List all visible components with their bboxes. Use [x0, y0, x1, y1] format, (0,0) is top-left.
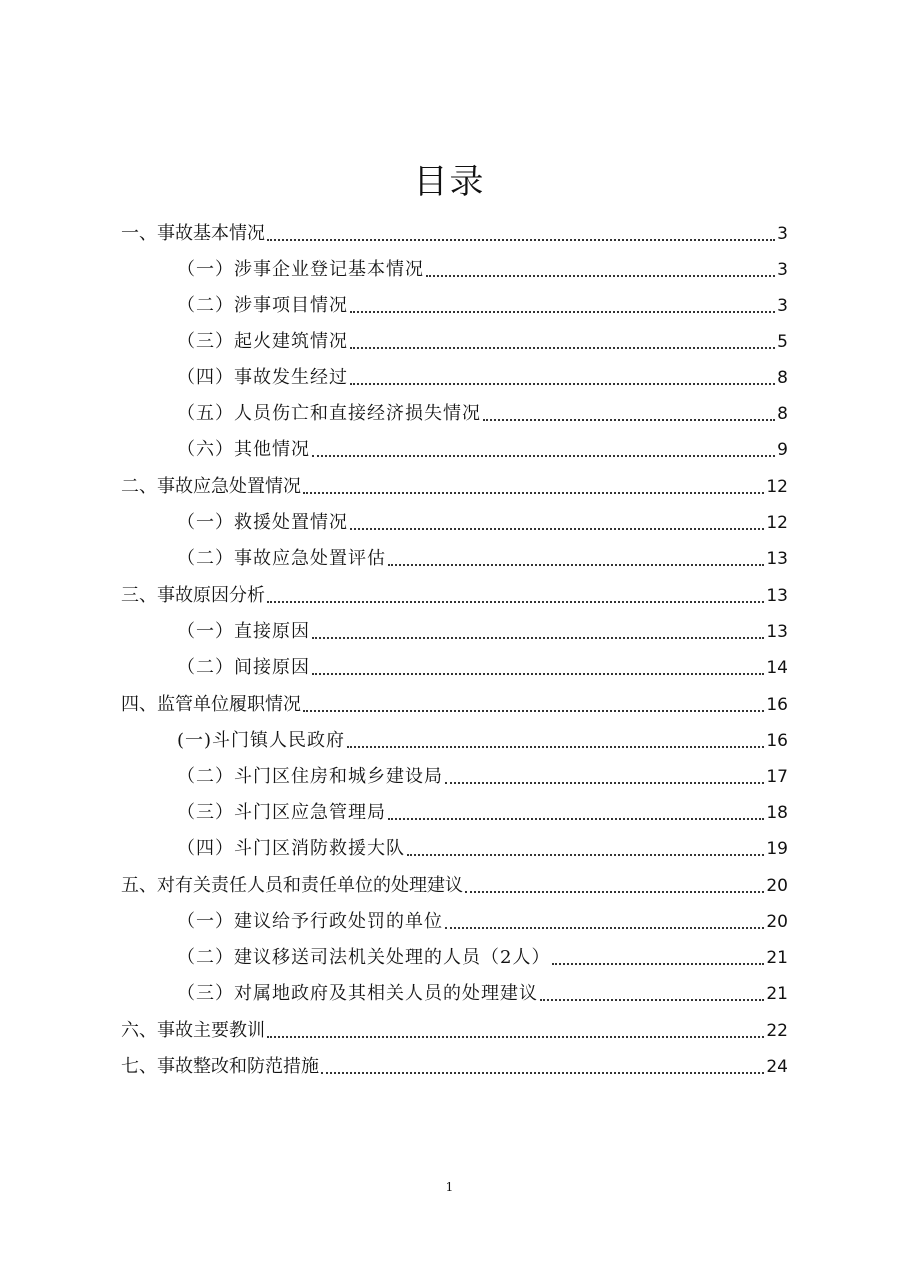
dot-leader — [552, 963, 764, 965]
toc-entry-label: （一）直接原因 — [177, 621, 310, 642]
toc-entry-label: （二）间接原因 — [177, 657, 310, 678]
footer-page-number: 1 — [445, 1180, 454, 1194]
toc-entry[interactable] — [177, 825, 788, 861]
dot-leader — [350, 311, 775, 313]
toc-entry-label: 七、事故整改和防范措施 — [121, 1056, 319, 1077]
toc-entry-label: （三）起火建筑情况 — [177, 331, 348, 352]
toc-entry[interactable] — [177, 354, 788, 390]
toc-entry[interactable] — [121, 862, 788, 898]
toc-entry-page: 22 — [766, 1021, 788, 1041]
dot-leader — [483, 419, 775, 421]
toc-entry-label: 五、对有关责任人员和责任单位的处理建议 — [121, 875, 463, 896]
toc-entry[interactable] — [177, 390, 788, 426]
toc-entry-page: 8 — [777, 368, 788, 388]
toc-entry-label: （二）斗门区住房和城乡建设局 — [177, 766, 443, 787]
toc-entry-label: （二）事故应急处置评估 — [177, 548, 386, 569]
toc-entry-page: 12 — [766, 477, 788, 497]
toc-entry-page: 20 — [766, 912, 788, 932]
toc-entry[interactable] — [121, 1043, 788, 1079]
toc-entry-label: 四、监管单位履职情况 — [121, 694, 301, 715]
dot-leader — [321, 1072, 764, 1074]
toc-entry-page: 13 — [766, 622, 788, 642]
toc-entry-label: 六、事故主要教训 — [121, 1020, 265, 1041]
dot-leader — [267, 1036, 764, 1038]
toc-entry-label: （五）人员伤亡和直接经济损失情况 — [177, 403, 481, 424]
dot-leader — [267, 601, 764, 603]
dot-leader — [312, 637, 764, 639]
toc-entry-page: 13 — [766, 586, 788, 606]
toc-entry-label: (一)斗门镇人民政府 — [177, 730, 346, 751]
dot-leader — [407, 854, 764, 856]
dot-leader — [303, 710, 764, 712]
toc-entry-label: （四）事故发生经过 — [177, 367, 348, 388]
toc-entry[interactable] — [177, 717, 788, 753]
dot-leader — [350, 383, 775, 385]
toc-entry[interactable] — [177, 753, 788, 789]
toc-entry-label: 三、事故原因分析 — [121, 585, 265, 606]
dot-leader — [465, 891, 764, 893]
toc-entry[interactable] — [121, 572, 788, 608]
toc-entry-page: 8 — [777, 404, 788, 424]
dot-leader — [312, 455, 775, 457]
dot-leader — [388, 564, 764, 566]
toc-entry-page: 3 — [777, 260, 788, 280]
dot-leader — [312, 673, 764, 675]
toc-entry[interactable] — [177, 789, 788, 825]
dot-leader — [540, 999, 764, 1001]
toc-entry-label: 一、事故基本情况 — [121, 223, 265, 244]
toc-entry-page: 13 — [766, 549, 788, 569]
toc-entry-page: 3 — [777, 224, 788, 244]
toc-entry[interactable] — [121, 1007, 788, 1043]
toc-entry[interactable] — [177, 426, 788, 462]
toc-entry-page: 24 — [766, 1057, 788, 1077]
toc-entry-page: 21 — [766, 984, 788, 1004]
toc-entry-page: 3 — [777, 296, 788, 316]
toc-entry[interactable] — [177, 970, 788, 1006]
toc-entry[interactable] — [121, 681, 788, 717]
toc-entry-label: （四）斗门区消防救援大队 — [177, 838, 405, 859]
dot-leader — [445, 927, 764, 929]
dot-leader — [445, 782, 764, 784]
dot-leader — [347, 746, 764, 748]
toc-entry[interactable] — [177, 246, 788, 282]
toc-entry-label: （六）其他情况 — [177, 439, 310, 460]
toc-entry[interactable] — [177, 644, 788, 680]
toc-entry-label: （一）涉事企业登记基本情况 — [177, 259, 424, 280]
toc-entry-label: （二）涉事项目情况 — [177, 295, 348, 316]
toc-entry-page: 18 — [766, 803, 788, 823]
dot-leader — [350, 528, 764, 530]
dot-leader — [350, 347, 775, 349]
toc-entry[interactable] — [177, 535, 788, 571]
toc-entry-page: 20 — [766, 876, 788, 896]
dot-leader — [303, 492, 764, 494]
toc-entry-label: （三）斗门区应急管理局 — [177, 802, 386, 823]
toc-entry[interactable] — [177, 282, 788, 318]
toc-entry-label: （二）建议移送司法机关处理的人员（2人） — [177, 947, 551, 968]
toc-entry-label: （三）对属地政府及其相关人员的处理建议 — [177, 983, 538, 1004]
toc-entry[interactable] — [177, 934, 788, 970]
toc-entry-page: 21 — [766, 948, 788, 968]
dot-leader — [426, 275, 775, 277]
toc-entry-page: 16 — [766, 695, 788, 715]
toc-entry-label: 二、事故应急处置情况 — [121, 476, 301, 497]
toc-entry-page: 16 — [766, 731, 788, 751]
toc-entry[interactable] — [121, 463, 788, 499]
toc-entry-page: 5 — [777, 332, 788, 352]
toc-entry-label: （一）建议给予行政处罚的单位 — [177, 911, 443, 932]
toc-entry-label: （一）救援处置情况 — [177, 512, 348, 533]
toc-entry[interactable] — [177, 608, 788, 644]
dot-leader — [388, 818, 764, 820]
toc-entry-page: 19 — [766, 839, 788, 859]
toc-entry[interactable] — [177, 318, 788, 354]
toc-entry[interactable] — [177, 499, 788, 535]
toc-entry-page: 12 — [766, 513, 788, 533]
toc-entry[interactable] — [177, 898, 788, 934]
toc-entry-page: 14 — [766, 658, 788, 678]
toc-title: 目录 — [413, 162, 486, 202]
toc-entry-page: 9 — [777, 440, 788, 460]
dot-leader — [267, 239, 775, 241]
toc-entry-page: 17 — [766, 767, 788, 787]
toc-entry[interactable] — [121, 210, 788, 246]
